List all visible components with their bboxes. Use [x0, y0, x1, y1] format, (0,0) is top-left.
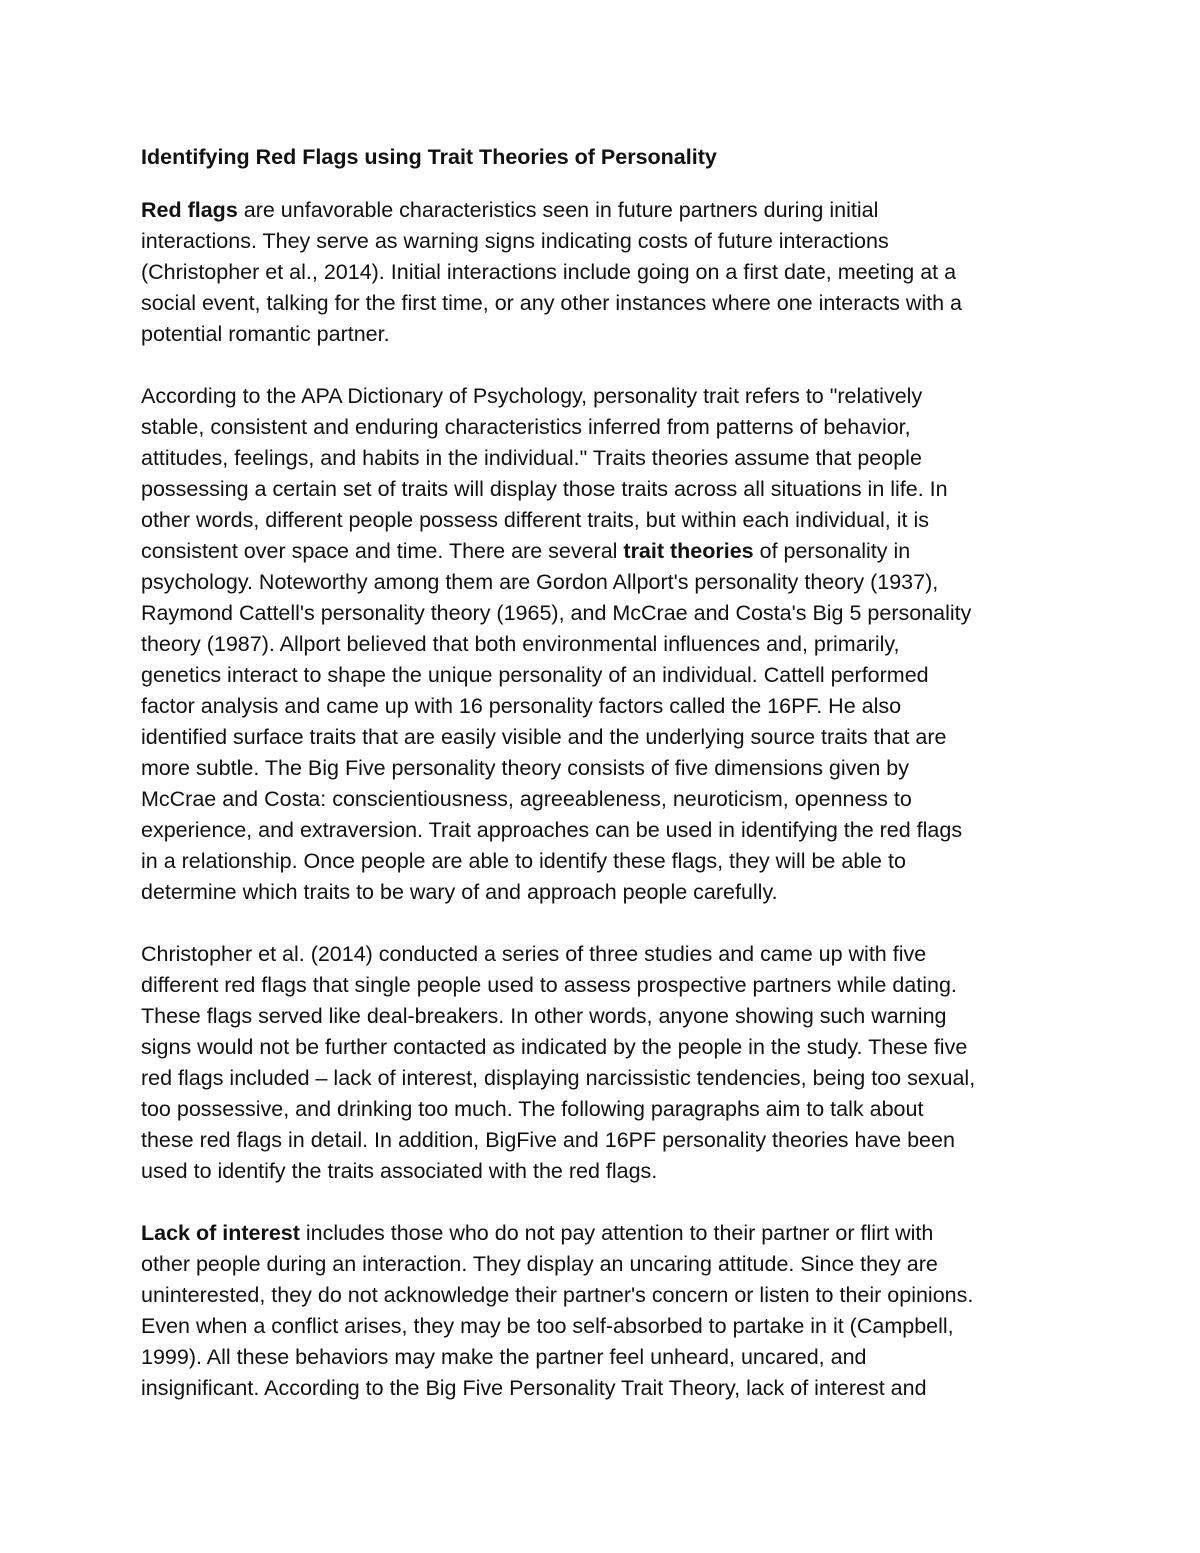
paragraph-trait-theories	[141, 381, 1061, 908]
text-line: McCrae and Costa: conscientiousness, agreeableness, neuroticism, openness to	[141, 787, 912, 811]
paragraph-christopher-studies	[141, 939, 1061, 1187]
text-line: in a relationship. Once people are able to identify these flags, they will be able to	[141, 849, 906, 873]
text-line: psychology. Noteworthy among them are Gordon Allport's personality theory (1937),	[141, 570, 939, 594]
text-line: theory (1987). Allport believed that both environmental influences and, primarily,	[141, 632, 900, 656]
text-line: These flags served like deal-breakers. In other words, anyone showing such warning	[141, 1004, 947, 1028]
text-line: these red flags in detail. In addition, BigFive and 16PF personality theories have been	[141, 1128, 955, 1152]
bold-term-lack-of-interest: Lack of interest	[141, 1221, 300, 1245]
document-body	[141, 142, 1061, 1435]
text-line: determine which traits to be wary of and approach people carefully.	[141, 880, 778, 904]
text-line: interactions. They serve as warning signs indicating costs of future interactions	[141, 229, 889, 253]
text-line: consistent over space and time. There are several trait theories of personality in	[141, 539, 911, 563]
text-line: experience, and extraversion. Trait approaches can be used in identifying the red flags	[141, 818, 963, 842]
document-title: Identifying Red Flags using Trait Theories of Personality	[141, 145, 717, 169]
text-line: other people during an interaction. They display an uncaring attitude. Since they are	[141, 1252, 938, 1276]
text-line: other words, different people possess different traits, but within each individual, it is	[141, 508, 929, 532]
bold-term-red-flags: Red flags	[141, 198, 238, 222]
text-line: uninterested, they do not acknowledge their partner's concern or listen to their opinions.	[141, 1283, 974, 1307]
text-line: stable, consistent and enduring characteristics inferred from patterns of behavior,	[141, 415, 911, 439]
text-line: possessing a certain set of traits will display those traits across all situations in life. In	[141, 477, 948, 501]
text-line: red flags included – lack of interest, displaying narcissistic tendencies, being too sexual,	[141, 1066, 976, 1090]
text-line: Red flags are unfavorable characteristics seen in future partners during initial	[141, 198, 879, 222]
text-line: attitudes, feelings, and habits in the individual." Traits theories assume that people	[141, 446, 922, 470]
text-line: used to identify the traits associated with the red flags.	[141, 1159, 658, 1183]
text-line: more subtle. The Big Five personality theory consists of five dimensions given by	[141, 756, 909, 780]
text-line: genetics interact to shape the unique personality of an individual. Cattell performed	[141, 663, 929, 687]
text-line: insignificant. According to the Big Five Personality Trait Theory, lack of interest and	[141, 1376, 927, 1400]
text-line: potential romantic partner.	[141, 322, 390, 346]
text-line: Even when a conflict arises, they may be too self-absorbed to partake in it (Campbell,	[141, 1314, 954, 1338]
text-line: 1999). All these behaviors may make the partner feel unheard, uncared, and	[141, 1345, 867, 1369]
text-line: (Christopher et al., 2014). Initial interactions include going on a first date, meeting at a	[141, 260, 957, 284]
paragraph-lack-of-interest	[141, 1218, 1061, 1404]
text-line: Christopher et al. (2014) conducted a series of three studies and came up with five	[141, 942, 927, 966]
text-line: identified surface traits that are easily visible and the underlying source traits that are	[141, 725, 947, 749]
text-line: social event, talking for the first time, or any other instances where one interacts with a	[141, 291, 962, 315]
bold-term-trait-theories: trait theories	[623, 539, 754, 563]
paragraph-red-flags-definition	[141, 195, 1061, 350]
text-line: different red flags that single people used to assess prospective partners while dating.	[141, 973, 957, 997]
text-line: Lack of interest includes those who do not pay attention to their partner or flirt with	[141, 1221, 934, 1245]
text-line: Raymond Cattell's personality theory (1965), and McCrae and Costa's Big 5 personality	[141, 601, 972, 625]
text-line: According to the APA Dictionary of Psychology, personality trait refers to "relatively	[141, 384, 923, 408]
text-line: factor analysis and came up with 16 personality factors called the 16PF. He also	[141, 694, 902, 718]
text-line: signs would not be further contacted as indicated by the people in the study. These five	[141, 1035, 968, 1059]
text-line: too possessive, and drinking too much. The following paragraphs aim to talk about	[141, 1097, 924, 1121]
